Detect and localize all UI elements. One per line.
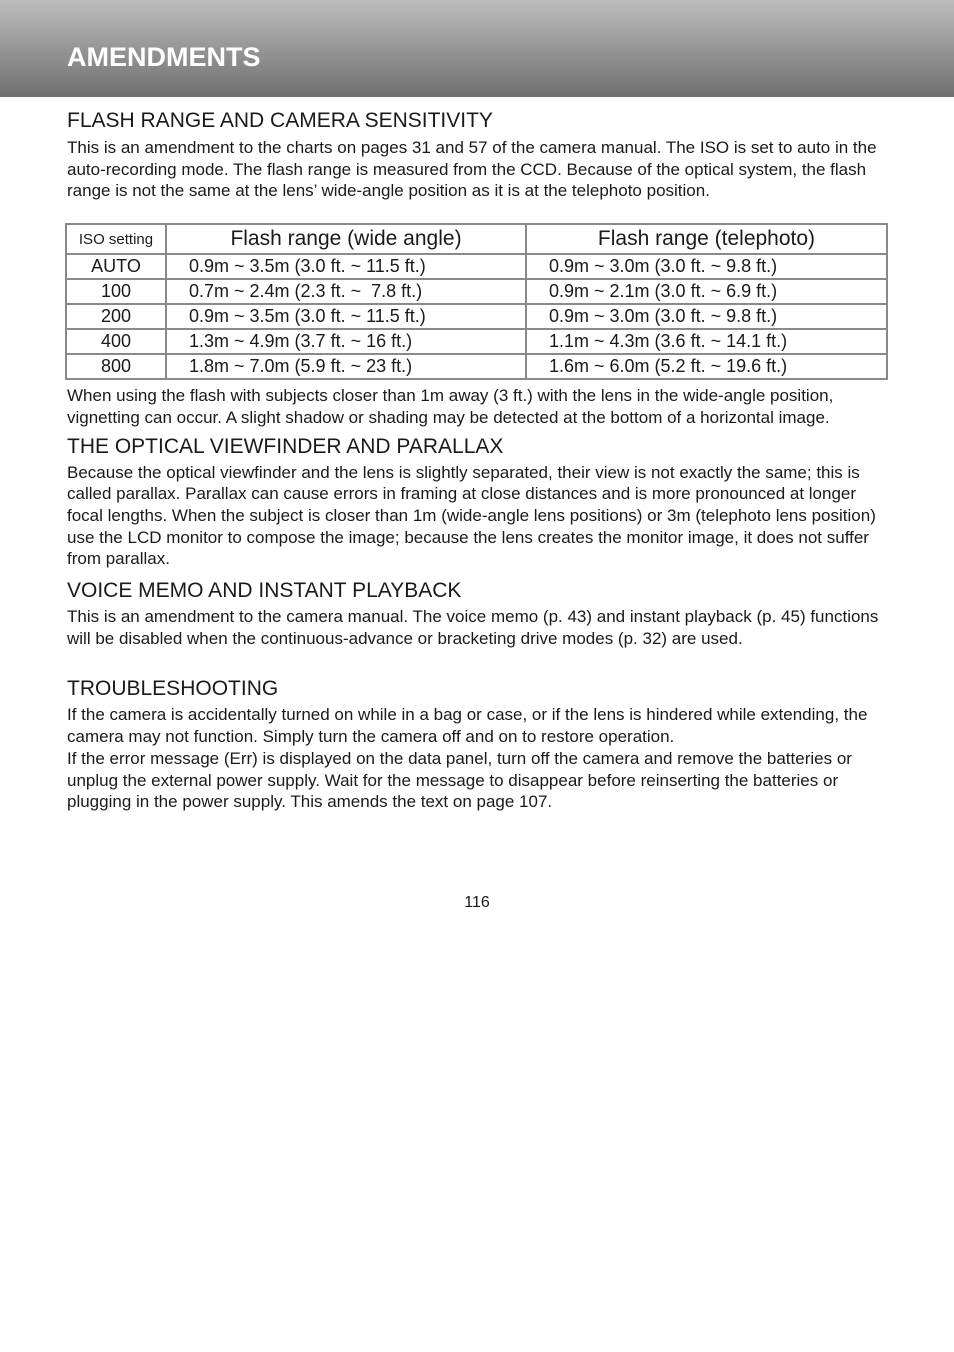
section-title-viewfinder: THE OPTICAL VIEWFINDER AND PARALLAX [67,434,504,458]
table-cell-wide: 1.3m ~ 4.9m (3.7 ft. ~ 16 ft.) [166,329,526,354]
section-body-viewfinder: Because the optical viewfinder and the lens is slightly separated, their view is not exactly the same; this is called parallax. Parallax can cause errors in framing at close distances and is more pronounced at longer focal lengths. When the subject is closer than 1m (wide-angle lens positions) or 3m (telephoto lens position) use the LCD monitor to compose the image; because the lens creates the monitor image, it does not suffer from parallax. [67,462,876,569]
table-cell-iso: 400 [66,329,166,354]
table-cell-iso: AUTO [66,254,166,279]
table-cell-wide: 0.9m ~ 3.5m (3.0 ft. ~ 11.5 ft.) [166,304,526,329]
table-cell-tele: 0.9m ~ 2.1m (3.0 ft. ~ 6.9 ft.) [526,279,887,304]
section-body-troubleshooting-2: If the error message (Err) is displayed on the data panel, turn off the camera and remove the batteries or unplug the external power supply. Wait for the message to disappear before reinserting the batteries or plugging in the power supply. This amends the text on page 107. [67,748,852,812]
table-cell-wide: 1.8m ~ 7.0m (5.9 ft. ~ 23 ft.) [166,354,526,379]
page-content [67,107,887,813]
table-cell-iso: 800 [66,354,166,379]
page-header [0,0,954,97]
page-number: 116 [464,894,490,911]
column-header-tele: Flash range (telephoto) [526,224,887,254]
table-row [66,354,887,379]
table-row [66,329,887,354]
section-title-voice: VOICE MEMO AND INSTANT PLAYBACK [67,579,462,603]
flash-range-table [65,223,888,380]
table-row [66,304,887,329]
column-header-iso: ISO setting [66,224,166,254]
table-row [66,279,887,304]
section-note-flash: When using the flash with subjects closer than 1m away (3 ft.) with the lens in the wide-angle position, vignetting can occur. A slight shadow or shading may be detected at the bottom of a horizontal image. [67,386,834,427]
table-cell-wide: 0.7m ~ 2.4m (2.3 ft. ~ 7.8 ft.) [166,279,526,304]
table-header-row [66,224,887,254]
table-cell-iso: 200 [66,304,166,329]
section-title-flash: FLASH RANGE AND CAMERA SENSITIVITY [67,109,493,132]
section-body-voice: This is an amendment to the camera manual. The voice memo (p. 43) and instant playback (p. 45) functions will be disabled when the continuous-advance or bracketing drive modes (p. 32) are used. [67,607,879,648]
table-cell-tele: 0.9m ~ 3.0m (3.0 ft. ~ 9.8 ft.) [526,304,887,329]
page-title: AMENDMENTS [67,42,261,72]
section-body-troubleshooting-1: If the camera is accidentally turned on while in a bag or case, or if the lens is hindered while extending, the camera may not function. Simply turn the camera off and on to restore operation. [67,705,868,747]
section-title-troubleshooting: TROUBLESHOOTING [67,677,279,701]
table-cell-tele: 0.9m ~ 3.0m (3.0 ft. ~ 9.8 ft.) [526,254,887,279]
column-header-wide: Flash range (wide angle) [166,224,526,254]
table-cell-tele: 1.6m ~ 6.0m (5.2 ft. ~ 19.6 ft.) [526,354,887,379]
section-body-flash: This is an amendment to the charts on pages 31 and 57 of the camera manual. The ISO is set to auto in the auto-recording mode. The flash range is measured from the CCD. Because of the optical system, the flash range is not the same at the lens’ wide-angle position as it is at the telephoto position. [67,138,877,201]
table-row [66,254,887,279]
table-cell-iso: 100 [66,279,166,304]
table-cell-tele: 1.1m ~ 4.3m (3.6 ft. ~ 14.1 ft.) [526,329,887,354]
table-cell-wide: 0.9m ~ 3.5m (3.0 ft. ~ 11.5 ft.) [166,254,526,279]
